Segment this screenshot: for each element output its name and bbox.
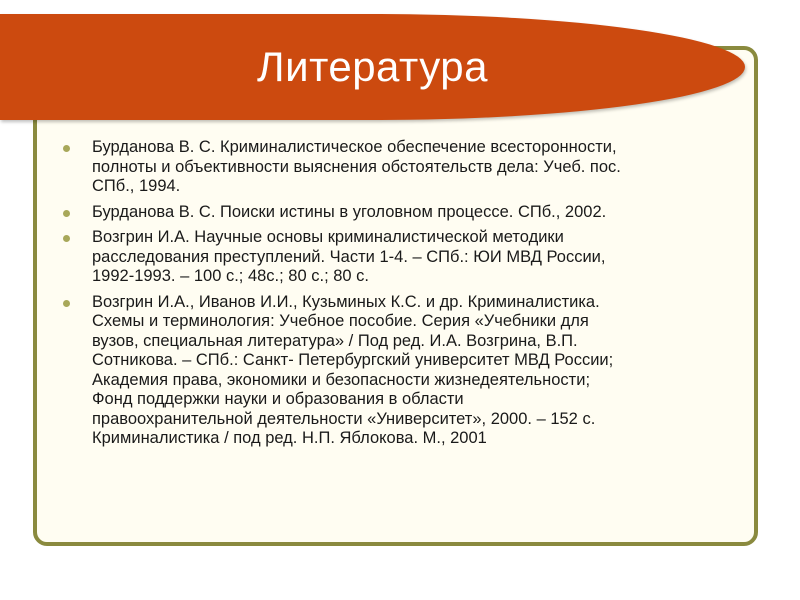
bibliography-list xyxy=(60,138,740,455)
list-item-text: Бурданова В. С. Криминалистическое обеспечение всесторонности, полноты и объективности выяснения обстоятельств дела: Учеб. пос. СПб., 1994. xyxy=(92,138,621,195)
bullet-icon xyxy=(63,145,70,152)
list-item-text: Возгрин И.А. Научные основы криминалистической методики расследования преступлений. Части 1-4. – СПб.: ЮИ МВД России, 1992-1993. – 100 с.; 48с.; 80 с.; 80 с. xyxy=(92,228,606,285)
bullet-icon xyxy=(63,210,70,217)
list-item xyxy=(60,293,740,449)
list-item-text: Возгрин И.А., Иванов И.И., Кузьминых К.С. и др. Криминалистика. Схемы и терминология: Учебное пособие. Серия «Учебники для вузов, специальная литература» / Под ред. И.А. Возгрина, В.П. Сотникова. – СПб.: Санкт- Петербургский университет МВД России; Академия права, экономики и безопасности жизнедеятельности; Фонд поддержки науки и образования в области правоохранительной деятельности «Университет», 2000. – 152 с. Криминалистика / под ред. Н.П. Яблокова. М., 2001 xyxy=(92,292,614,447)
list-item-text: Бурданова В. С. Поиски истины в уголовном процессе. СПб., 2002. xyxy=(92,202,607,221)
bullet-icon xyxy=(63,235,70,242)
list-item xyxy=(60,138,740,197)
list-item xyxy=(60,228,740,287)
slide-title: Литература xyxy=(257,43,488,90)
list-item xyxy=(60,203,740,223)
bullet-icon xyxy=(63,300,70,307)
